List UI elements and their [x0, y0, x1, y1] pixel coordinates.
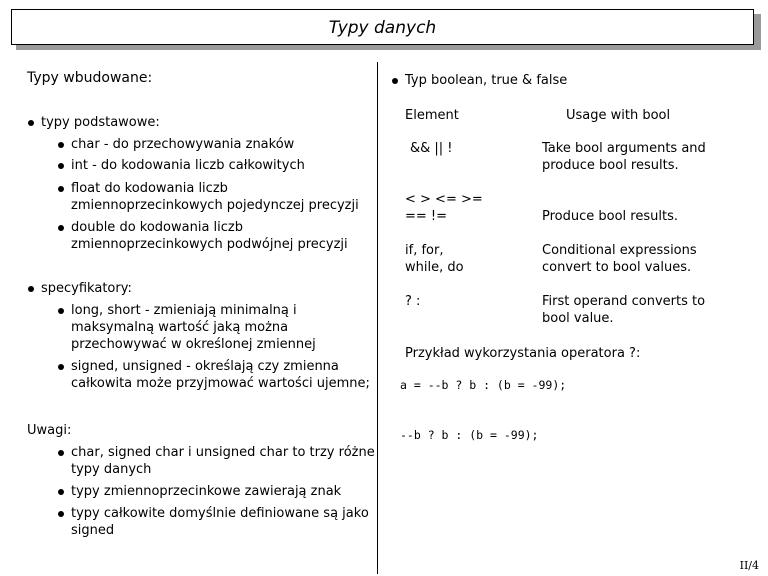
- bullet-icon: [28, 120, 34, 126]
- bullet-icon: [58, 450, 64, 456]
- list-item: [58, 358, 370, 392]
- cell-text: produce bool results.: [542, 158, 679, 173]
- list-item-text: przechowywać w określonej zmiennej: [71, 337, 316, 352]
- table-cell-usage: [542, 140, 706, 174]
- table-header-element: Element: [405, 108, 459, 123]
- list-item-text: zmiennoprzecinkowych pojedynczej precyzji: [71, 198, 359, 213]
- cell-text: bool value.: [542, 311, 614, 326]
- cell-text: < > <= >=: [405, 192, 483, 207]
- bullet-icon: [58, 308, 64, 314]
- bullet-icon: [28, 286, 34, 292]
- notes-heading: Uwagi:: [27, 423, 72, 438]
- table-cell-element: [410, 140, 453, 157]
- title-box: [11, 9, 754, 45]
- list-item: [58, 483, 341, 500]
- table-cell-usage: [542, 242, 697, 276]
- bullet-icon: [58, 142, 64, 148]
- cell-text: == !=: [405, 209, 448, 224]
- table-cell-usage: [542, 293, 705, 327]
- cell-text: while, do: [405, 260, 464, 275]
- bullet-icon: [58, 511, 64, 517]
- specifiers-bullet: [28, 280, 132, 297]
- boolean-bullet: [392, 72, 567, 89]
- table-cell-element: [405, 191, 483, 225]
- list-item: [58, 505, 369, 539]
- list-item-text: float do kodowania liczb: [71, 181, 228, 196]
- code-example-1: a = --b ? b : (b = -99);: [400, 378, 567, 392]
- cell-text: && || !: [410, 141, 453, 156]
- cell-text: Produce bool results.: [542, 209, 678, 224]
- bullet-icon: [58, 163, 64, 169]
- list-item: [58, 136, 294, 153]
- list-item-text: maksymalną wartość jaką można: [71, 320, 289, 335]
- cell-text: ? :: [405, 294, 421, 309]
- example-label: Przykład wykorzystania operatora ?:: [405, 346, 641, 361]
- cell-text: if, for,: [405, 243, 444, 258]
- basic-types-label: typy podstawowe:: [41, 115, 160, 130]
- list-item-text: typy danych: [71, 462, 152, 477]
- page-title: Typy danych: [328, 18, 437, 38]
- list-item-text: całkowita może przyjmować wartości ujemne;: [71, 376, 370, 391]
- list-item: [58, 219, 348, 253]
- list-item-text: int - do kodowania liczb całkowitych: [71, 158, 305, 173]
- list-item: [58, 180, 359, 214]
- boolean-label: Typ boolean, true & false: [405, 73, 568, 88]
- table-header-usage: Usage with bool: [566, 108, 671, 123]
- list-item-text: signed: [71, 523, 115, 538]
- column-divider: [377, 62, 378, 574]
- list-item-text: zmiennoprzecinkowych podwójnej precyzji: [71, 237, 348, 252]
- list-item-text: long, short - zmieniają minimalną i: [71, 303, 297, 318]
- cell-text: Take bool arguments and: [542, 141, 706, 156]
- cell-text: convert to bool values.: [542, 260, 692, 275]
- cell-text: Conditional expressions: [542, 243, 697, 258]
- cell-text: First operand converts to: [542, 294, 706, 309]
- list-item-text: double do kodowania liczb: [71, 220, 243, 235]
- code-example-2: --b ? b : (b = -99);: [400, 428, 539, 442]
- specifiers-label: specyfikatory:: [41, 281, 132, 296]
- bullet-icon: [392, 78, 398, 84]
- bullet-icon: [58, 364, 64, 370]
- list-item-text: char - do przechowywania znaków: [71, 137, 295, 152]
- list-item: [58, 444, 375, 478]
- list-item-text: char, signed char i unsigned char to trzy różne: [71, 445, 375, 460]
- bullet-icon: [58, 186, 64, 192]
- table-cell-element: [405, 242, 464, 276]
- list-item-text: typy zmiennoprzecinkowe zawierają znak: [71, 484, 342, 499]
- list-item: [58, 157, 305, 174]
- list-item-text: typy całkowite domyślnie definiowane są jako: [71, 506, 369, 521]
- list-item: [58, 302, 316, 353]
- bullet-icon: [58, 489, 64, 495]
- bullet-icon: [58, 225, 64, 231]
- basic-types-bullet: [28, 114, 160, 131]
- table-cell-element: [405, 293, 420, 310]
- list-item-text: signed, unsigned - określają czy zmienna: [71, 359, 339, 374]
- table-cell-usage: [542, 191, 678, 225]
- builtin-types-heading: Typy wbudowane:: [27, 70, 153, 86]
- page-number: II/4: [739, 559, 759, 572]
